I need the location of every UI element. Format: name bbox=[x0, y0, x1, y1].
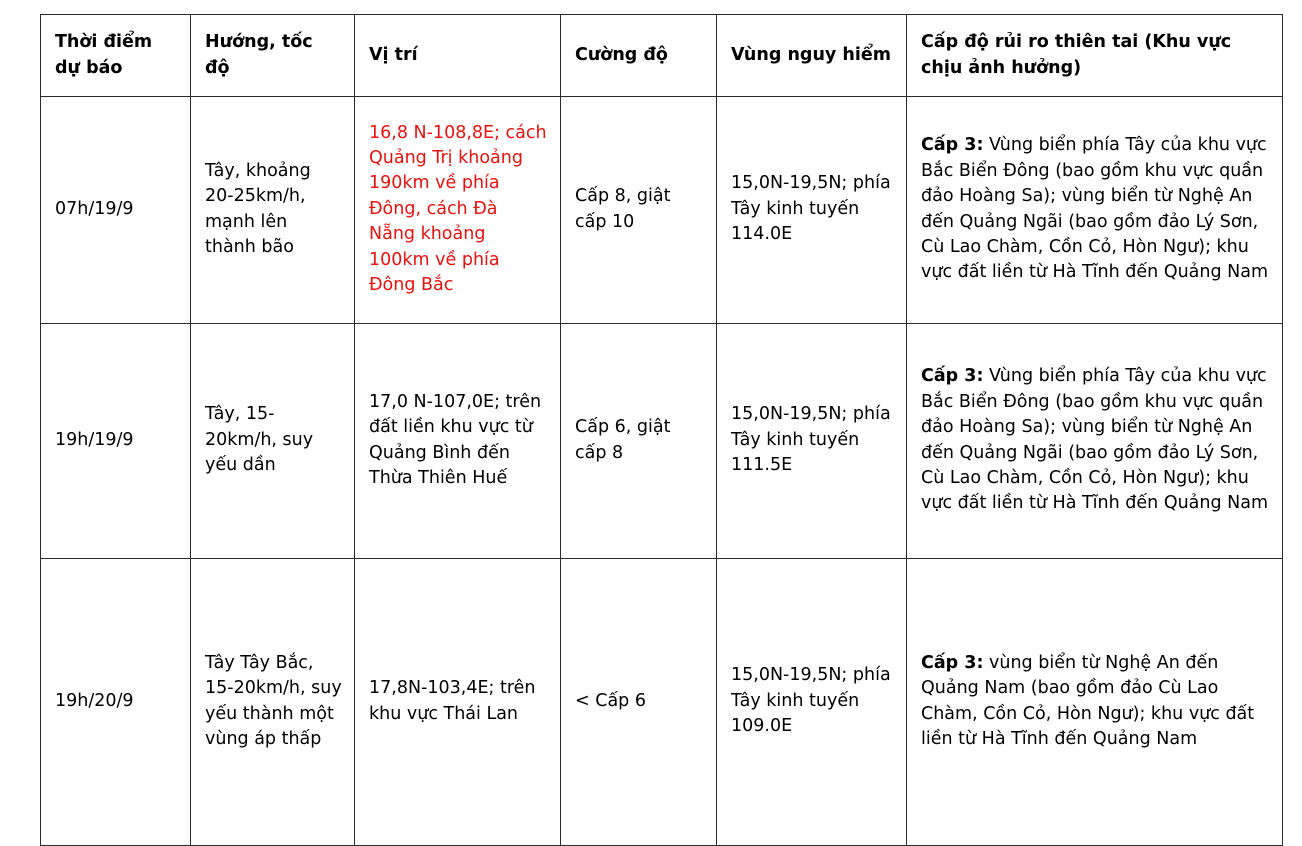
table-row bbox=[41, 558, 1283, 845]
cell-position: 17,0 N-107,0E; trên đất liền khu vực từ Quảng Bình đến Thừa Thiên Huế bbox=[355, 323, 561, 558]
cell-danger-zone: 15,0N-19,5N; phía Tây kinh tuyến 109.0E bbox=[717, 558, 907, 845]
risk-level-description: vùng biển từ Nghệ An đến Quảng Nam (bao gồm đảo Cù Lao Chàm, Cồn Cỏ, Hòn Ngư); khu vực đất liền từ Hà Tĩnh đến Quảng Nam bbox=[921, 652, 1255, 749]
risk-level-label: Cấp 3: bbox=[921, 366, 984, 387]
cell-direction-speed: Tây Tây Bắc, 15-20km/h, suy yếu thành một vùng áp thấp bbox=[191, 558, 355, 845]
column-header-risk-level: Cấp độ rủi ro thiên tai (Khu vực chịu ảnh hưởng) bbox=[907, 15, 1283, 97]
risk-level-label: Cấp 3: bbox=[921, 652, 984, 673]
table-header-row bbox=[41, 15, 1283, 97]
cell-direction-speed: Tây, khoảng 20-25km/h, mạnh lên thành bão bbox=[191, 96, 355, 323]
risk-level-description: Vùng biển phía Tây của khu vực Bắc Biển Đông (bao gồm khu vực quần đảo Hoàng Sa); vùng biển từ Nghệ An đến Quảng Ngãi (bao gồm đảo Lý Sơn, Cù Lao Chàm, Cồn Cỏ, Hòn Ngư); khu vực đất liền từ Hà Tĩnh đến Quảng Nam bbox=[921, 366, 1269, 514]
cell-forecast-time: 07h/19/9 bbox=[41, 96, 191, 323]
table-header bbox=[41, 15, 1283, 97]
cell-risk-level bbox=[907, 323, 1283, 558]
risk-level-description: Vùng biển phía Tây của khu vực Bắc Biển Đông (bao gồm khu vực quần đảo Hoàng Sa); vùng biển từ Nghệ An đến Quảng Ngãi (bao gồm đảo Lý Sơn, Cù Lao Chàm, Cồn Cỏ, Hòn Ngư); khu vực đất liền từ Hà Tĩnh đến Quảng Nam bbox=[921, 135, 1269, 283]
cell-direction-speed: Tây, 15-20km/h, suy yếu dần bbox=[191, 323, 355, 558]
cell-position: 16,8 N-108,8E; cách Quảng Trị khoảng 190km về phía Đông, cách Đà Nẵng khoảng 100km về phía Đông Bắc bbox=[355, 96, 561, 323]
storm-forecast-table bbox=[40, 14, 1283, 846]
column-header-forecast-time: Thời điểm dự báo bbox=[41, 15, 191, 97]
cell-danger-zone: 15,0N-19,5N; phía Tây kinh tuyến 111.5E bbox=[717, 323, 907, 558]
column-header-direction-speed: Hướng, tốc độ bbox=[191, 15, 355, 97]
table-body bbox=[41, 96, 1283, 845]
table-row bbox=[41, 96, 1283, 323]
cell-forecast-time: 19h/20/9 bbox=[41, 558, 191, 845]
cell-intensity: Cấp 8, giật cấp 10 bbox=[561, 96, 717, 323]
cell-position: 17,8N-103,4E; trên khu vực Thái Lan bbox=[355, 558, 561, 845]
column-header-danger-zone: Vùng nguy hiểm bbox=[717, 15, 907, 97]
column-header-intensity: Cường độ bbox=[561, 15, 717, 97]
cell-risk-level bbox=[907, 558, 1283, 845]
risk-level-label: Cấp 3: bbox=[921, 135, 984, 156]
table-row bbox=[41, 323, 1283, 558]
cell-danger-zone: 15,0N-19,5N; phía Tây kinh tuyến 114.0E bbox=[717, 96, 907, 323]
cell-intensity: Cấp 6, giật cấp 8 bbox=[561, 323, 717, 558]
cell-intensity: < Cấp 6 bbox=[561, 558, 717, 845]
cell-forecast-time: 19h/19/9 bbox=[41, 323, 191, 558]
column-header-position: Vị trí bbox=[355, 15, 561, 97]
cell-risk-level bbox=[907, 96, 1283, 323]
